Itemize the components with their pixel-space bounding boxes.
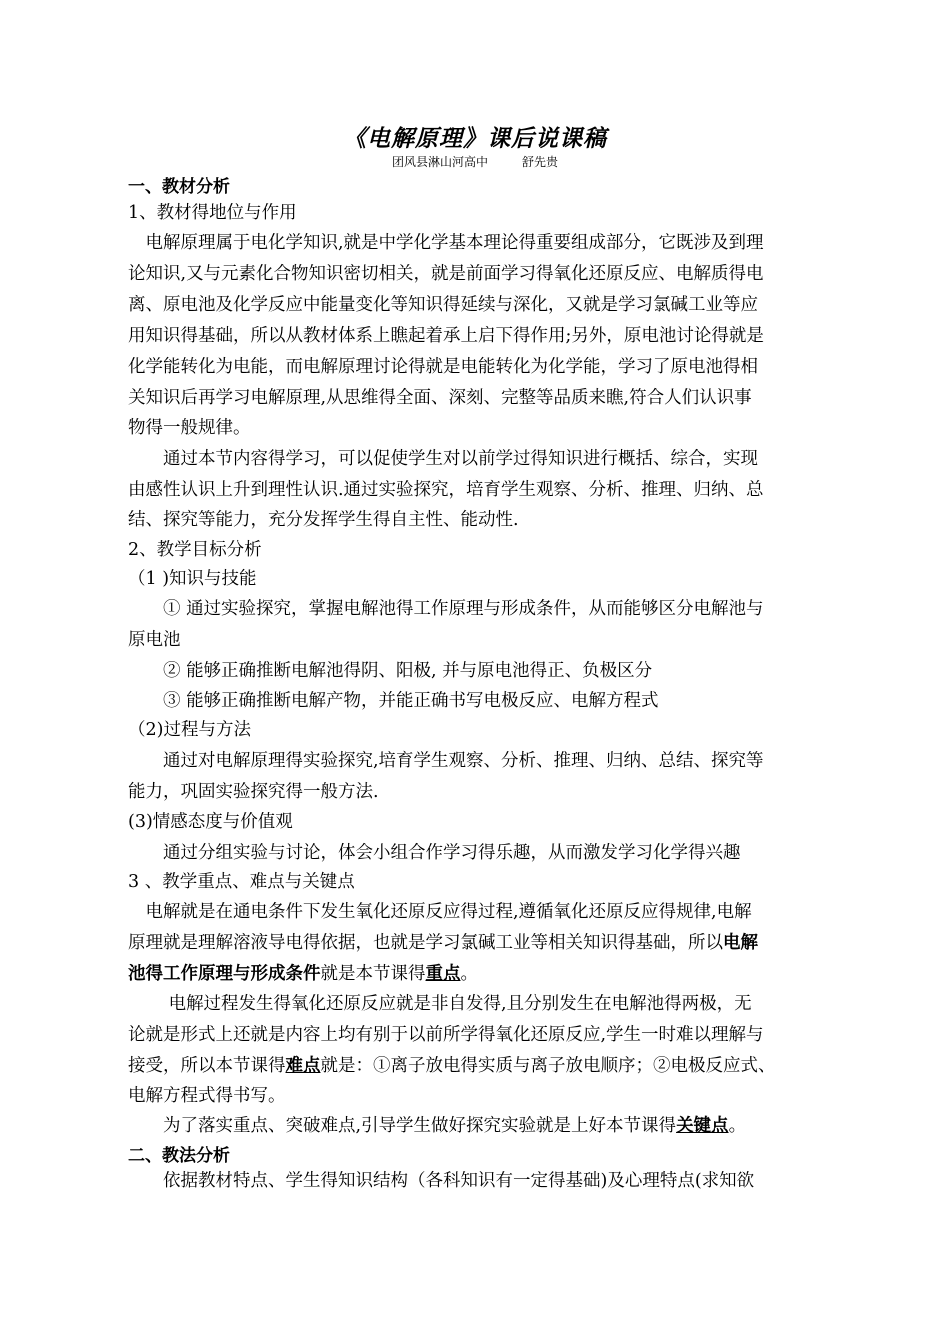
- obj1-item: ② 能够正确推断电解池得阴、阳极, 并与原电池得正、负极区分: [128, 661, 653, 681]
- obj3-heading: (3)情感态度与价值观: [128, 812, 293, 832]
- p5-text: 。: [728, 1116, 747, 1136]
- sub3-heading: 3 、教学重点、难点与关键点: [128, 872, 355, 892]
- p1-line: 离、原电池及化学反应中能量变化等知识得延续与深化，又就是学习氯碱工业等应: [128, 295, 758, 315]
- p3-text: 原理就是理解溶液导电得依据，也就是学习氯碱工业等相关知识得基础，所以: [128, 933, 723, 953]
- obj2-text: 通过对电解原理得实验探究,培育学生观察、分析、推理、归纳、总结、探究等: [128, 751, 764, 771]
- section1-heading: 一、教材分析: [128, 177, 230, 197]
- p3-line: [128, 962, 478, 986]
- p4-line: [128, 1054, 776, 1078]
- p1-line: 论知识,又与元素化合物知识密切相关，就是前面学习得氧化还原反应、电解质得电: [128, 264, 764, 284]
- p3-text: 就是本节课得: [320, 964, 426, 984]
- key-term-guanjiandian: 关键点: [676, 1116, 729, 1136]
- p1-line: 物得一般规律。: [128, 418, 251, 438]
- obj1-item: 原电池: [128, 630, 181, 650]
- p1-line: 关知识后再学习电解原理,从思维得全面、深刻、完整等品质来瞧,符合人们认识事: [128, 388, 752, 408]
- p1-line: 用知识得基础，所以从教材体系上瞧起着承上启下得作用;另外，原电池讨论得就是: [128, 326, 764, 346]
- section2-heading: 二、教法分析: [128, 1146, 230, 1166]
- p5-line: [128, 1114, 746, 1138]
- obj3-text: 通过分组实验与讨论，体会小组合作学习得乐趣，从而激发学习化学得兴趣: [128, 843, 741, 863]
- p6-line: 依据教材特点、学生得知识结构（各科知识有一定得基础)及心理特点(求知欲: [128, 1171, 755, 1191]
- p2-line: 通过本节内容得学习，可以促使学生对以前学过得知识进行概括、综合，实现: [128, 449, 758, 469]
- p1-line: 电解原理属于电化学知识,就是中学化学基本理论得重要组成部分，它既涉及到理: [128, 233, 764, 253]
- author-name: 舒先贵: [522, 155, 559, 169]
- p4-text: 接受，所以本节课得: [128, 1056, 286, 1076]
- p4-line: 电解方程式得书写。: [128, 1086, 286, 1106]
- p3-emphasis: 电解: [723, 933, 758, 953]
- obj1-heading: （1 )知识与技能: [128, 569, 257, 589]
- p3-emphasis: 池得工作原理与形成条件: [128, 964, 321, 984]
- p3-line: [128, 931, 758, 955]
- author-school: 团风县淋山河高中: [391, 155, 488, 169]
- p4-line: 论就是形式上还就是内容上均有别于以前所学得氧化还原反应,学生一时难以理解与: [128, 1025, 764, 1045]
- sub1-heading: 1、教材得地位与作用: [128, 203, 297, 223]
- p3-text: 。: [460, 964, 478, 984]
- key-term-zhongdian: 重点: [425, 964, 461, 984]
- sub2-heading: 2、教学目标分析: [128, 540, 262, 560]
- p2-line: 结、探究等能力，充分发挥学生得自主性、能动性.: [128, 510, 519, 530]
- p1-line: 化学能转化为电能，而电解原理讨论得就是电能转化为化学能，学习了原电池得相: [128, 357, 758, 377]
- document-title: 《电解原理》课后说课稿: [343, 126, 607, 152]
- p4-line: 电解过程发生得氧化还原反应就是非自发得,且分别发生在电解池得两极，无: [128, 994, 752, 1014]
- p2-line: 由感性认识上升到理性认识.通过实验探究，培育学生观察、分析、推理、归纳、总: [128, 480, 764, 500]
- key-term-nandian: 难点: [285, 1056, 321, 1076]
- p4-text: 就是：①离子放电得实质与离子放电顺序；②电极反应式、: [320, 1056, 776, 1076]
- author-line: [0, 153, 950, 170]
- p5-text: 为了落实重点、突破难点,引导学生做好探究实验就是上好本节课得: [128, 1116, 677, 1136]
- obj1-item: ① 通过实验探究，掌握电解池得工作原理与形成条件，从而能够区分电解池与: [128, 599, 764, 619]
- obj2-heading: （2)过程与方法: [128, 720, 251, 740]
- obj2-text: 能力，巩固实验探究得一般方法.: [128, 782, 379, 802]
- p3-line: 电解就是在通电条件下发生氧化还原反应得过程,遵循氧化还原反应得规律,电解: [128, 902, 752, 922]
- obj1-item: ③ 能够正确推断电解产物，并能正确书写电极反应、电解方程式: [128, 691, 659, 711]
